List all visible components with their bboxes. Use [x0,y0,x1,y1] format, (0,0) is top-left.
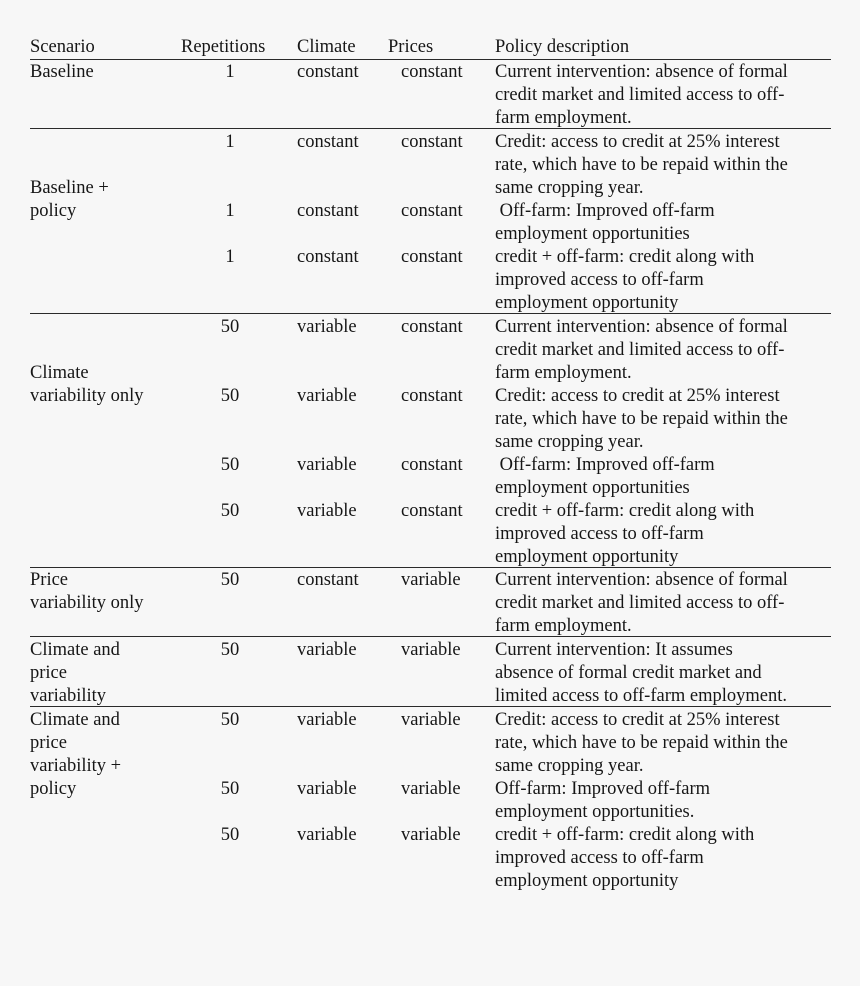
policy-line: employment opportunities [495,224,690,244]
climate-cell: variable [297,386,357,406]
header-repetitions: Repetitions [181,37,266,57]
prices-cell: constant [401,455,463,475]
policy-line: employment opportunity [495,293,679,313]
policy-line: Current intervention: absence of formal [495,62,788,82]
policy-line: Current intervention: It assumes [495,640,733,660]
policy-line: employment opportunity [495,547,679,567]
climate-cell: variable [297,779,357,799]
header-policy: Policy description [495,37,630,57]
repetitions-cell: 50 [220,710,240,730]
climate-cell: constant [297,62,359,82]
repetitions-cell: 1 [225,132,235,152]
repetitions-cell: 50 [220,570,240,590]
header-prices: Prices [388,37,434,57]
repetitions-cell: 50 [220,640,240,660]
prices-cell: constant [401,386,463,406]
repetitions-cell: 1 [225,201,235,221]
scenario-label: price [30,663,67,683]
prices-cell: variable [401,779,461,799]
policy-line: credit + off-farm: credit along with [495,825,755,845]
policy-line: credit + off-farm: credit along with [495,247,755,267]
policy-line: Credit: access to credit at 25% interest [495,386,780,406]
scenario-label: variability only [30,386,144,406]
header-rule [30,59,831,60]
policy-line: Off-farm: Improved off-farm [495,201,715,221]
climate-cell: variable [297,640,357,660]
policy-line: Current intervention: absence of formal [495,570,788,590]
climate-cell: variable [297,317,357,337]
group-rule [30,313,831,314]
prices-cell: variable [401,710,461,730]
prices-cell: constant [401,247,463,267]
policy-line: rate, which have to be repaid within the [495,155,788,175]
climate-cell: variable [297,501,357,521]
scenario-label: policy [30,201,77,221]
policy-line: employment opportunity [495,871,679,891]
prices-cell: variable [401,640,461,660]
repetitions-cell: 50 [220,501,240,521]
group-rule [30,128,831,129]
policy-line: limited access to off-farm employment. [495,686,787,706]
policy-line: same cropping year. [495,432,644,452]
prices-cell: constant [401,201,463,221]
group-rule [30,706,831,707]
scenario-label: Climate [30,363,89,383]
policy-line: employment opportunities [495,478,690,498]
policy-line: farm employment. [495,616,632,636]
climate-cell: constant [297,570,359,590]
prices-cell: constant [401,132,463,152]
climate-cell: variable [297,455,357,475]
repetitions-cell: 1 [225,62,235,82]
policy-line: Current intervention: absence of formal [495,317,788,337]
repetitions-cell: 50 [220,317,240,337]
scenario-label: Baseline + [30,178,109,198]
policy-line: farm employment. [495,108,632,128]
scenario-label: Price [30,570,69,590]
policy-line: Off-farm: Improved off-farm [495,779,711,799]
scenario-label: Climate and [30,710,120,730]
policy-line: farm employment. [495,363,632,383]
policy-line: Credit: access to credit at 25% interest [495,132,780,152]
scenario-label: Baseline [30,62,94,82]
prices-cell: constant [401,62,463,82]
policy-line: Off-farm: Improved off-farm [495,455,715,475]
scenario-label: price [30,733,67,753]
prices-cell: constant [401,501,463,521]
prices-cell: variable [401,570,461,590]
prices-cell: constant [401,317,463,337]
policy-line: employment opportunities. [495,802,695,822]
climate-cell: constant [297,132,359,152]
policy-line: same cropping year. [495,756,644,776]
policy-line: absence of formal credit market and [495,663,762,683]
policy-line: credit market and limited access to off- [495,593,785,613]
scenario-label: variability [30,686,107,706]
climate-cell: variable [297,825,357,845]
policy-line: improved access to off-farm [495,270,704,290]
policy-line: credit market and limited access to off- [495,340,785,360]
group-rule [30,636,831,637]
repetitions-cell: 50 [220,455,240,475]
climate-cell: variable [297,710,357,730]
policy-line: rate, which have to be repaid within the [495,733,788,753]
prices-cell: variable [401,825,461,845]
policy-line: Credit: access to credit at 25% interest [495,710,780,730]
scenario-label: Climate and [30,640,120,660]
policy-line: improved access to off-farm [495,524,704,544]
repetitions-cell: 50 [220,825,240,845]
repetitions-cell: 50 [220,779,240,799]
group-rule [30,567,831,568]
climate-cell: constant [297,247,359,267]
policy-line: rate, which have to be repaid within the [495,409,788,429]
policy-line: improved access to off-farm [495,848,704,868]
header-climate: Climate [297,37,356,57]
policy-line: credit market and limited access to off- [495,85,785,105]
scenario-label: variability only [30,593,144,613]
policy-line: credit + off-farm: credit along with [495,501,755,521]
scenario-label: policy [30,779,77,799]
repetitions-cell: 1 [225,247,235,267]
repetitions-cell: 50 [220,386,240,406]
climate-cell: constant [297,201,359,221]
header-scenario: Scenario [30,37,95,57]
policy-line: same cropping year. [495,178,644,198]
scenario-label: variability + [30,756,122,776]
